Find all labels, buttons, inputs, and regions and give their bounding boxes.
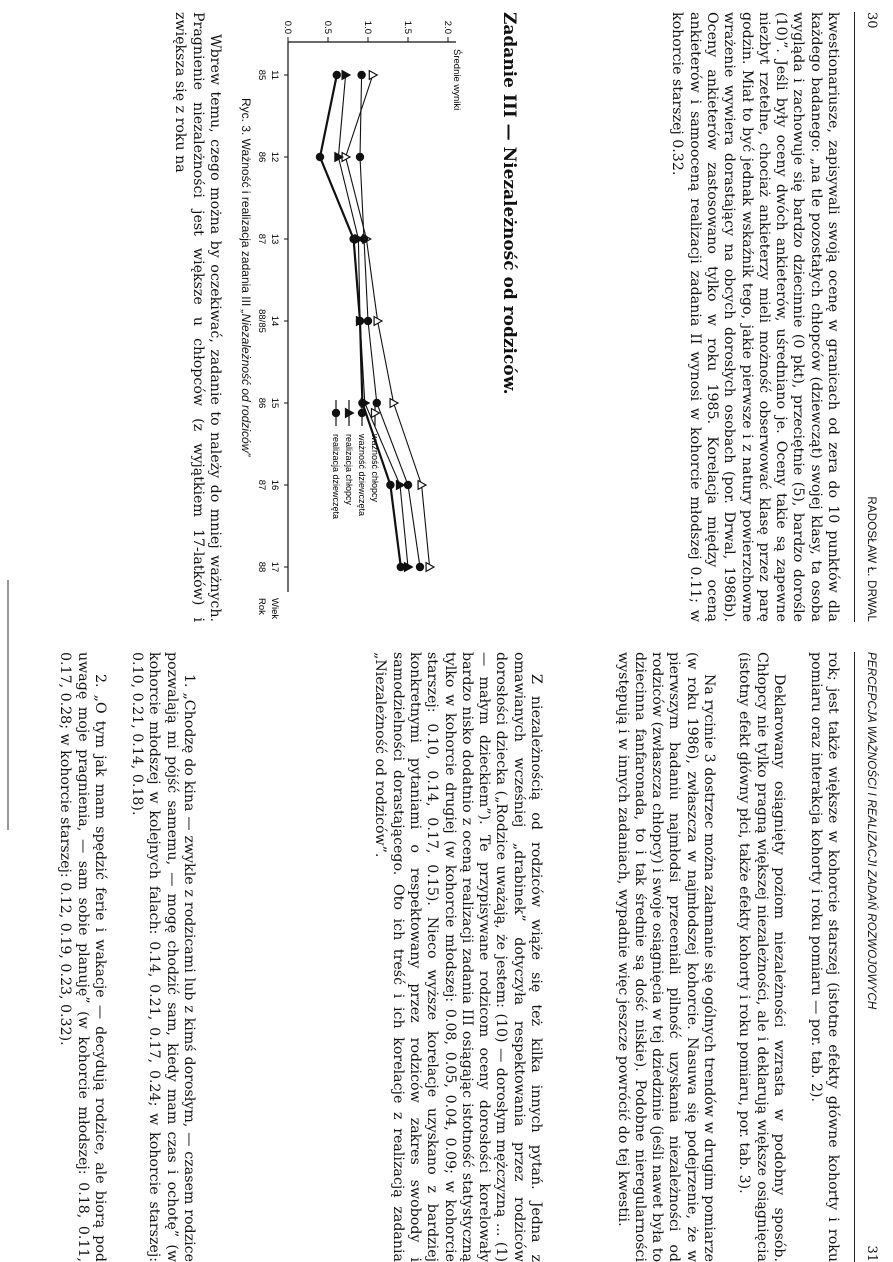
data-point — [390, 399, 398, 408]
x-tick-label-year: 87 — [256, 233, 267, 245]
scan-edge-streak — [7, 580, 9, 830]
right-paragraph-1: rok; jest także większe w kohorcie starszej (istotne efekty główne kohorty i roku pomiaru oraz interakcja kohorty i roku pomiaru — por. tab. 2). — [807, 652, 841, 1262]
x-tick-label-age: 12 — [269, 151, 280, 163]
legend-marker — [358, 409, 365, 416]
data-point — [358, 71, 365, 78]
right-page-header — [854, 652, 879, 1262]
right-paragraph-6: 2. „O tym jak mam spędzić ferie i wakacje — decydują rodzice, ale biorą pod uwagę moje pragnienia, — sam sobie planuję” (w kohorcie młodszej: 0.18, 0.11, 0.17, 0.28; w kohorcie starszej: 0.12, 0.19, 0.23, 0.32). — [57, 652, 108, 1262]
left-paragraph-1: kwestionariusze, zapisywali swoją ocenę w granicach od zera do 10 punktów dla każdego badanego: „na tle pozostałych chłopców (dziewcząt) swojej klasy, ta osoba wygląda i zachowuje się bardzo dziecinnie (0 pkt), przeciętnie (5), bardzo dorośle (10)”. Jeśli były oceny dwóch ankieterów, uśredniano je. Oceny takie są zapewne niezbyt rzetelne, chociaż ankieterzy mieli możność obserwować klasę przez parę godzin. Miał to być jednak wskaźnik tego, jakie pierwsze i z natury powierzchowne wrażenie wywiera dorastający na obcych dorosłych osobach (por. Drwal, 1986b). Oceny ankieterów zastosowano tylko w roku 1985. Korelacja między oceną ankieterów i samooceną realizacji zadania II wynosi w kohorcie młodszej 0.11; w kohorcie starszej 0.32. — [669, 12, 841, 622]
x-tick-label-year: 86 — [256, 151, 267, 163]
data-point — [373, 399, 380, 406]
y-tick-labels — [282, 21, 463, 110]
x-tick-label-age: 16 — [269, 479, 280, 491]
y-tick-label: 1.5 — [402, 20, 413, 34]
data-point — [404, 563, 412, 572]
y-tick-label: 2.0 — [442, 20, 453, 34]
x-tick-label-year: 88 — [256, 561, 267, 573]
right-page-number: 31 — [864, 1245, 879, 1262]
x-tick-label-age: 13 — [269, 233, 280, 245]
chart-legend — [331, 400, 380, 519]
legend-label: ważność dziewczęta — [357, 434, 367, 517]
data-point — [356, 317, 363, 324]
x-axis-title-year: Rok — [256, 598, 267, 615]
y-tick-label: 1.0 — [362, 20, 373, 34]
right-paragraph-5: 1. „Chodzę do kina — zwykle z rodzicami lub z kimś dorosłym, — czasem rodzice pozwalają mi pójść samemu, — mogę chodzić sam, kiedy mam czas i ochotę” (w kohorcie młodszej w kolejnych falach: 0.14, 0.21, 0.17, 0.24; w kohorcie starszej: 0.10, 0.21, 0.14, 0.18). — [129, 652, 197, 1262]
right-paragraph-3: Na rycinie 3 dostrzec można załamanie się ogólnych trendów w drugim pomiarze (w roku 1986), zwłaszcza w najmłodszej kohorcie. Nasuwa się podejrzenie, że w pierwszym badaniu najmłodsi przeceniali pilność uzyskania niezależności od rodziców (zwłaszcza chłopcy) i swoje osiągnięcia w tej dziedzinie (jeśli nawet była to dziecinna fanfaronada, to i tak średnie są dość niskie). Podobne nieregularności występują i w innych zadaniach, wypadnie więc jeszcze powrócić do tej kwestii. — [614, 652, 717, 1262]
section-heading: Zadanie III — Niezależność od rodziców. — [499, 12, 519, 395]
left-paragraph-2: Wbrew temu, czego można by oczekiwać, zadanie to należy do mniej ważnych. Pragnienie niezależności jest większe u chłopców (z wyjątkiem 17-latków) i zwiększa się z roku na — [172, 12, 223, 622]
data-point — [316, 153, 323, 160]
x-tick-label-year: 88/85 — [256, 309, 267, 333]
x-tick-label-year: 86 — [256, 397, 267, 409]
x-tick-label-year: 85 — [256, 69, 267, 81]
x-tick-labels — [256, 70, 280, 620]
data-point — [426, 563, 434, 572]
x-tick-label-age: 17 — [269, 561, 280, 573]
data-point — [356, 153, 363, 160]
data-point — [369, 71, 377, 80]
right-paragraph-4: Z niezależnością od rodziców wiąże się też kilka innych pytań. Jedna z omawianych wcześniej „drabinek” dotyczyła respektowania przez rodziców dorosłości dziecka („Rodzice uważają, że jestem: (10) — dorosłym mężczyzną ... (1) — małym dzieckiem”). Te przypisywane rodzicom oceny dorosłości korelowały bardzo nisko dodatnio z oceną realizacji zadania III osiągając istotność statystyczną tylko w kohorcie drugiej (w kohorcie młodszej: 0.08, 0.05, 0.04, 0.09; w kohorcie starszej: 0.10, 0.14, 0.17, 0.15). Nieco wyższe korelacje uzyskano z bardziej konkretnymi pytaniami o respektowany przez rodziców zakres swobody i samodzielności dorastającego. Oto ich treść i ich korelacje z realizacją zadania „Niezależność od rodziców”. — [372, 652, 544, 1262]
legend-label: ważność chłopcy — [370, 434, 380, 503]
figure-caption-prefix: Ryc. 3. Ważność i realizacja zadania III — [239, 98, 253, 307]
figure-caption-title: „Niezależność od rodziców” — [239, 309, 253, 457]
data-point — [416, 563, 423, 570]
data-point — [333, 71, 340, 78]
data-point — [342, 71, 350, 80]
legend-label: realizacja chłopcy — [344, 434, 354, 506]
left-running-head: RADOSŁAW Ł. DRWAL — [865, 496, 877, 622]
chart-axes — [284, 37, 456, 592]
data-point — [350, 235, 357, 242]
legend-label: realizacja dziewczęta — [331, 434, 341, 520]
x-tick-label-age: 14 — [269, 315, 280, 327]
figure-3-chart — [258, 0, 473, 622]
x-tick-label-year: 87 — [256, 479, 267, 491]
y-tick-label: 0.5 — [322, 20, 333, 34]
right-running-head: PERCEPCJA WAŻNOŚCI I REALIZACJI ZADAŃ ROZWOJOWYCH — [865, 652, 877, 1010]
left-page — [0, 0, 893, 622]
figure-caption — [239, 98, 253, 456]
x-axis-title-age: Wiek — [269, 598, 280, 620]
right-paragraph-2: Deklarowany osiągnięty poziom niezależności wzrasta w podobny sposób. Chłopcy nie tylko pragną większej niezależności, ale i deklarują większe osiągnięcia (istotny efekt główny płci, także efekty kohorty i roku pomiaru, por. tab. 3). — [736, 652, 787, 1262]
legend-marker — [332, 409, 339, 416]
y-axis-title: Średnie wyniki — [451, 49, 462, 111]
data-point — [387, 481, 394, 488]
data-point — [397, 563, 404, 570]
right-page — [0, 640, 893, 1262]
left-page-number: 30 — [864, 12, 879, 29]
x-tick-label-age: 11 — [269, 70, 280, 80]
x-tick-label-age: 15 — [269, 397, 280, 409]
left-page-header — [854, 12, 879, 622]
y-tick-label: 0.0 — [282, 20, 293, 34]
